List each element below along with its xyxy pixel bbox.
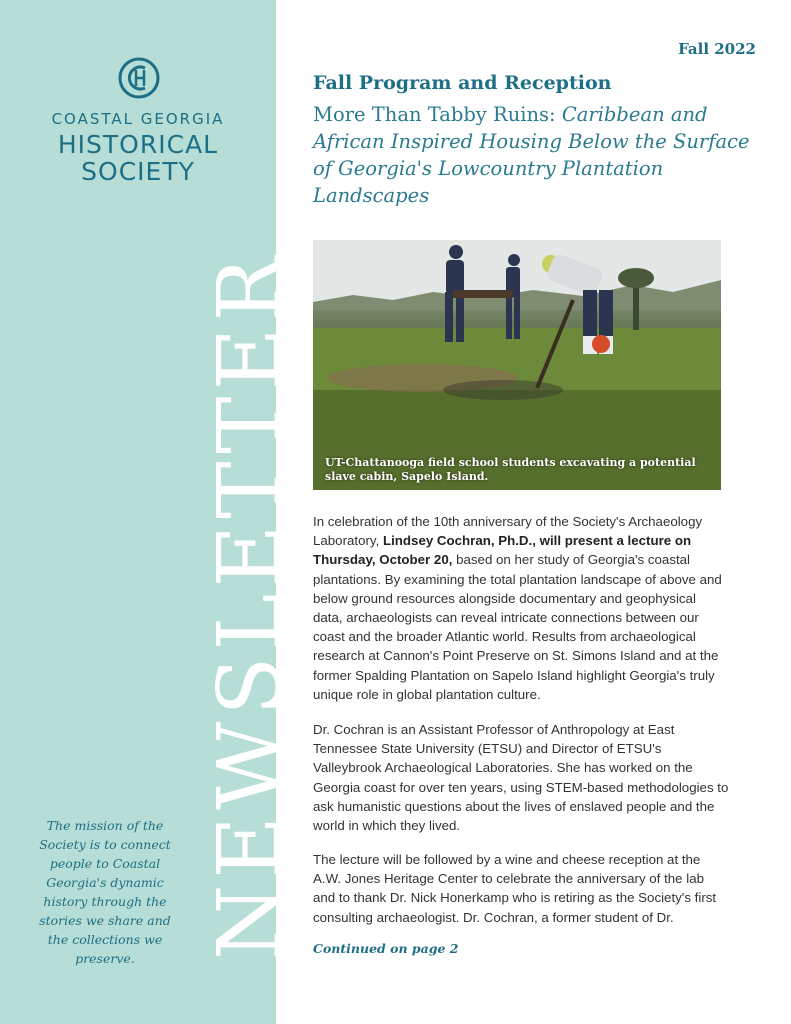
excavation-photo-illustration [313, 240, 721, 490]
article-photo [313, 240, 721, 490]
headline-lead: More Than Tabby Ruins: [313, 103, 562, 126]
article-paragraph-3: The lecture will be followed by a wine and cheese reception at the A.W. Jones Heritage Center to celebrate the anniversary of the lab and to thank Dr. Nick Honerkamp who is retiring as the Society's first consulting archaeologist. Dr. Cochran, a former student of Dr. [313, 852, 717, 925]
p1-body: based on her study of Georgia's coastal plantations. By examining the total plantation landscape of above and below ground resources alongside documentary and geophysical data, archaeologists can reveal intricate connections between our coast and the broader Atlantic world. Results from archaeological research at Cannon's Point Preserve on St. Simons Island and at the former Spalding Plantation on Sapelo Island highlight Georgia's truly unique role in global plantation culture. [313, 552, 722, 702]
photo-caption: UT-Chattanooga field school students excavating a potential slave cabin, Sapelo Island. [325, 456, 696, 483]
continued-link[interactable]: Continued on page 2 [313, 941, 459, 956]
logo-text-line3: SOCIETY [81, 157, 195, 186]
p1-intro: In celebration of the 10th anniversary of the Society's Archaeology Laboratory, [313, 514, 703, 549]
logo-text-line2: HISTORICAL [57, 130, 219, 159]
article-paragraph-2: Dr. Cochran is an Assistant Professor of Anthropology at East Tennessee State University (ETSU) and Director of ETSU's Valleybrook Archaeological Laboratories. She has worked on the Georgia coast for over ten years, using STEM-based methodologies to ask humanistic questions about the lives of enslaved people and the world in which they lived. [313, 722, 729, 834]
article-kicker: Fall Program and Reception [313, 72, 612, 94]
article-headline [313, 101, 753, 209]
mission-statement: The mission of the Society is to connect people to Coastal Georgia's dynamic history through the stories we share and the collections we preserve. [39, 818, 171, 966]
logo-text-line1: COASTAL GEORGIA [51, 110, 225, 128]
headline-rest: Caribbean and African Inspired Housing Below the Surface of Georgia's Lowcountry Plantation Landscapes [313, 103, 750, 207]
issue-date: Fall 2022 [678, 40, 756, 58]
newsletter-vertical-title: NEWSLETTER [200, 250, 300, 960]
society-logo-mark-icon [117, 56, 161, 100]
sidebar [0, 0, 300, 1024]
p1-lecture-announcement: Lindsey Cochran, Ph.D., will present a lecture on Thursday, October 20, [313, 533, 692, 568]
article-paragraph-1 [313, 512, 729, 704]
